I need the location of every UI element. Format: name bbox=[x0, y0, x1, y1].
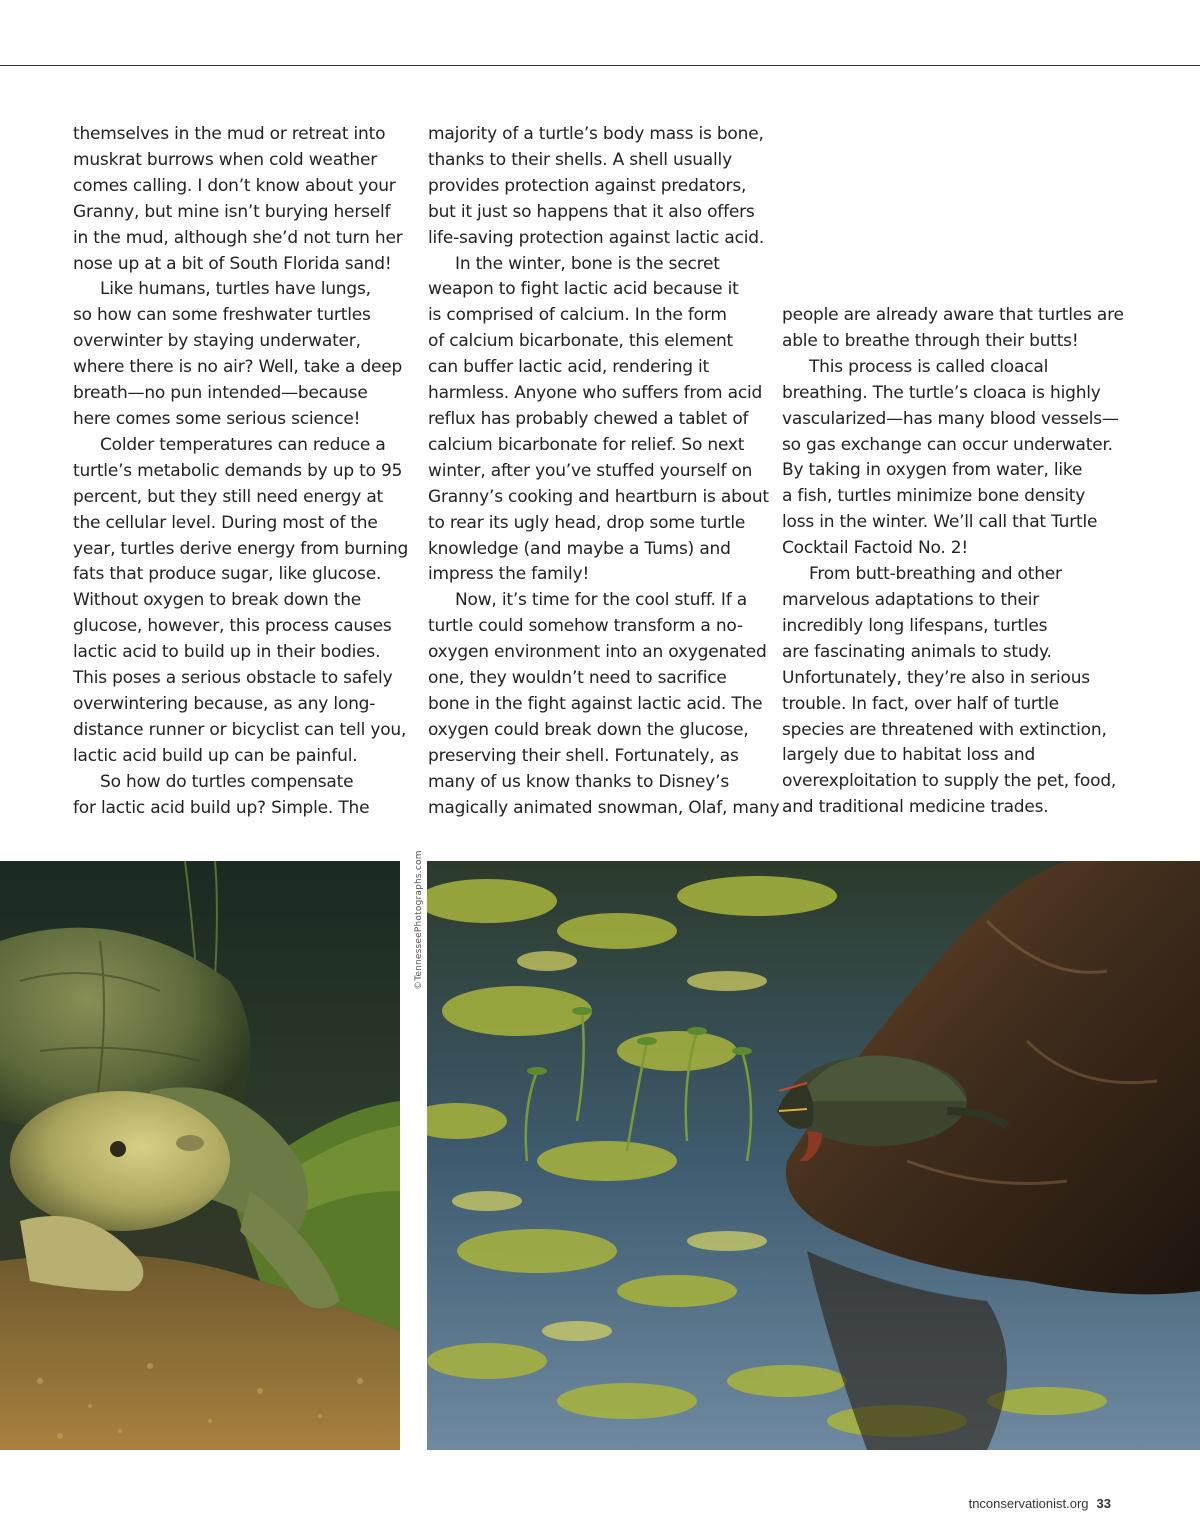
text-line: In the winter, bone is the secret bbox=[455, 253, 720, 274]
header-rule bbox=[0, 65, 1200, 66]
text-line: calcium bicarbonate for relief. So next bbox=[428, 434, 745, 455]
text-line: largely due to habitat loss and bbox=[782, 745, 1036, 766]
text-line: incredibly long lifespans, turtles bbox=[782, 615, 1048, 636]
text-line: weapon to fight lactic acid because it bbox=[428, 279, 739, 300]
text-line: breathing. The turtle’s cloaca is highly bbox=[782, 382, 1101, 403]
text-line: impress the family! bbox=[428, 564, 590, 585]
photo-credit: ©TennesseePhotographs.com bbox=[414, 850, 424, 990]
text-line: Colder temperatures can reduce a bbox=[100, 434, 386, 455]
text-line: trouble. In fact, over half of turtle bbox=[782, 693, 1059, 714]
text-line: people are already aware that turtles are bbox=[782, 305, 1124, 325]
article-column-3 bbox=[782, 303, 1124, 821]
text-line: oxygen could break down the glucose, bbox=[428, 719, 749, 740]
text-line: lactic acid build up can be painful. bbox=[73, 745, 358, 766]
text-line: life-saving protection against lactic acid. bbox=[428, 227, 765, 248]
text-line: is comprised of calcium. In the form bbox=[428, 305, 727, 326]
text-line: Like humans, turtles have lungs, bbox=[100, 279, 371, 300]
text-line: Granny, but mine isn’t burying herself bbox=[73, 201, 391, 222]
text-line: provides protection against predators, bbox=[428, 175, 747, 196]
text-line: nose up at a bit of South Florida sand! bbox=[73, 253, 392, 274]
text-line: a fish, turtles minimize bone density bbox=[782, 486, 1086, 507]
text-line: Granny’s cooking and heartburn is about bbox=[428, 486, 769, 507]
text-line: overwinter by staying underwater, bbox=[73, 331, 361, 352]
text-line: so gas exchange can occur underwater. bbox=[782, 434, 1113, 455]
text-line: majority of a turtle’s body mass is bone, bbox=[428, 124, 764, 144]
snapping-turtle-photo bbox=[0, 861, 400, 1450]
footer-site: tnconservationist.org bbox=[968, 1496, 1089, 1511]
text-line: knowledge (and maybe a Tums) and bbox=[428, 538, 731, 559]
text-line: fats that produce sugar, like glucose. bbox=[73, 564, 382, 585]
text-line: in the mud, although she’d not turn her bbox=[73, 227, 403, 248]
text-line: overwintering because, as any long- bbox=[73, 693, 376, 714]
text-line: distance runner or bicyclist can tell you, bbox=[73, 719, 407, 740]
text-line: thanks to their shells. A shell usually bbox=[428, 149, 732, 170]
text-line: lactic acid to build up in their bodies. bbox=[73, 642, 381, 663]
text-line: the cellular level. During most of the bbox=[73, 512, 378, 533]
text-line: of calcium bicarbonate, this element bbox=[428, 331, 733, 352]
text-line: for lactic acid build up? Simple. The bbox=[73, 797, 370, 818]
text-line: Cocktail Factoid No. 2! bbox=[782, 538, 969, 559]
text-line: able to breathe through their butts! bbox=[782, 330, 1079, 351]
text-line: Unfortunately, they’re also in serious bbox=[782, 667, 1090, 688]
text-line: one, they wouldn’t need to sacrifice bbox=[428, 668, 727, 689]
text-line: This poses a serious obstacle to safely bbox=[73, 668, 393, 689]
text-line: This process is called cloacal bbox=[809, 356, 1049, 377]
text-line: comes calling. I don’t know about your bbox=[73, 175, 396, 196]
text-line: preserving their shell. Fortunately, as bbox=[428, 745, 739, 766]
painted-turtle-photo bbox=[427, 861, 1200, 1450]
text-line: muskrat burrows when cold weather bbox=[73, 149, 377, 170]
text-line: but it just so happens that it also offers bbox=[428, 201, 755, 222]
text-line: overexploitation to supply the pet, food, bbox=[782, 771, 1117, 792]
text-line: glucose, however, this process causes bbox=[73, 616, 392, 637]
text-line: are fascinating animals to study. bbox=[782, 641, 1052, 662]
text-line: winter, after you’ve stuffed yourself on bbox=[428, 460, 753, 481]
text-line: magically animated snowman, Olaf, many bbox=[428, 797, 780, 818]
text-line: turtle could somehow transform a no- bbox=[428, 616, 743, 637]
page-number: 33 bbox=[1096, 1496, 1111, 1511]
text-line: bone in the fight against lactic acid. The bbox=[428, 693, 763, 714]
article-column-2 bbox=[428, 122, 779, 821]
text-line: harmless. Anyone who suffers from acid bbox=[428, 383, 763, 404]
text-line: So how do turtles compensate bbox=[100, 771, 354, 792]
text-line: so how can some freshwater turtles bbox=[73, 305, 371, 326]
text-line: many of us know thanks to Disney’s bbox=[428, 771, 730, 792]
text-line: Now, it’s time for the cool stuff. If a bbox=[455, 590, 747, 611]
text-line: year, turtles derive energy from burning bbox=[73, 538, 409, 559]
page-footer bbox=[969, 1496, 1111, 1511]
text-line: can buffer lactic acid, rendering it bbox=[428, 357, 710, 378]
text-line: loss in the winter. We’ll call that Turtle bbox=[782, 512, 1098, 533]
text-line: here comes some serious science! bbox=[73, 408, 361, 429]
text-line: to rear its ugly head, drop some turtle bbox=[428, 512, 746, 533]
text-line: themselves in the mud or retreat into bbox=[73, 124, 386, 144]
text-line: reflux has probably chewed a tablet of bbox=[428, 408, 749, 429]
text-line: oxygen environment into an oxygenated bbox=[428, 642, 767, 663]
text-line: vascularized—has many blood vessels— bbox=[782, 408, 1119, 429]
text-line: From butt-breathing and other bbox=[809, 564, 1062, 585]
text-line: Without oxygen to break down the bbox=[73, 590, 362, 611]
article-column-1 bbox=[73, 122, 408, 821]
text-line: percent, but they still need energy at bbox=[73, 486, 384, 507]
text-line: species are threatened with extinction, bbox=[782, 719, 1107, 740]
text-line: turtle’s metabolic demands by up to 95 bbox=[73, 460, 403, 481]
text-line: and traditional medicine trades. bbox=[782, 797, 1049, 818]
text-line: marvelous adaptations to their bbox=[782, 589, 1040, 610]
text-line: breath—no pun intended—because bbox=[73, 383, 368, 404]
text-line: By taking in oxygen from water, like bbox=[782, 460, 1083, 481]
text-line: where there is no air? Well, take a deep bbox=[73, 357, 403, 378]
